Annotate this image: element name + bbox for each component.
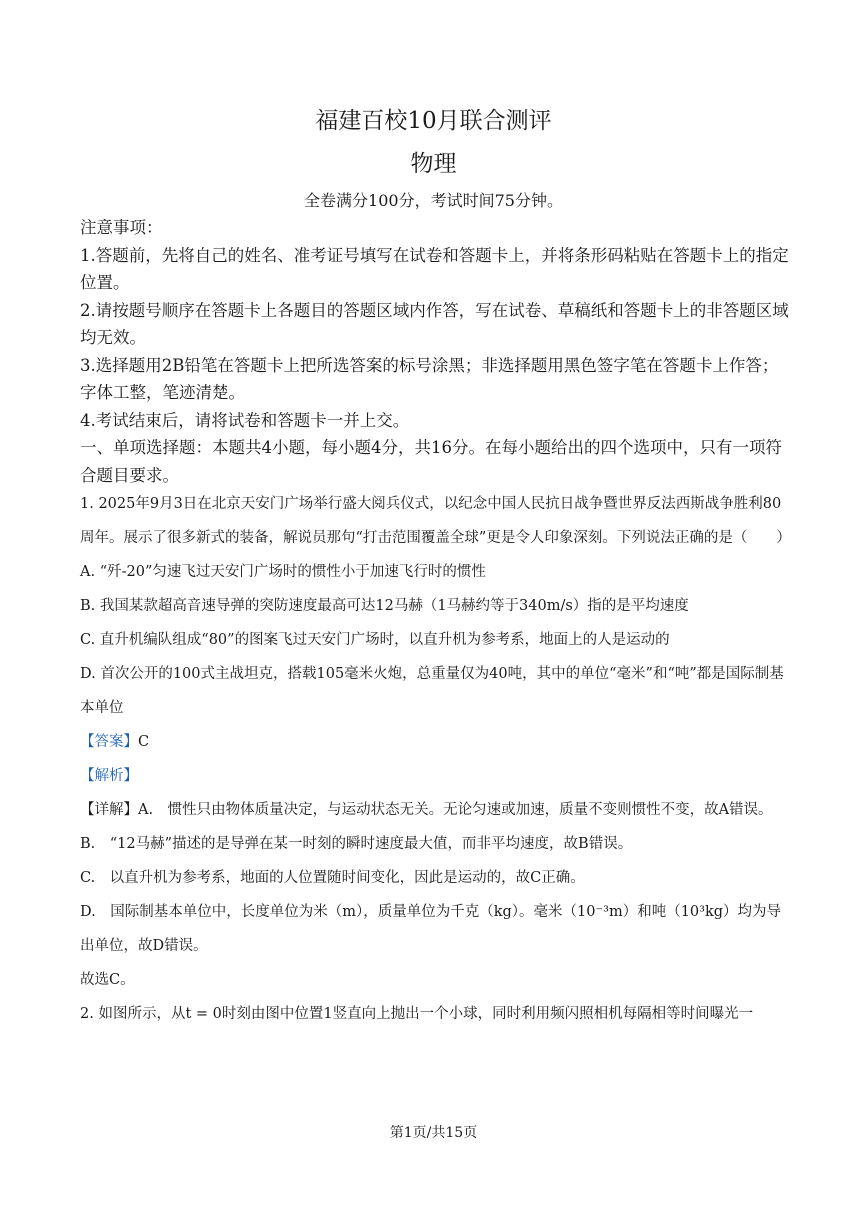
detail-d: D. 国际制基本单位中，长度单位为米（m），质量单位为千克（kg）。毫米（10⁻³m）和吨（10³kg）均为导出单位，故D错误。: [80, 904, 782, 954]
notice-item-1: 1.答题前，先将自己的姓名、准考证号填写在试卷和答题卡上，并将条形码粘贴在答题卡上的指定位置。: [80, 245, 789, 292]
exam-title: 福建百校10月联合测评: [315, 108, 552, 134]
notice-item-2: 2.请按题号顺序在答题卡上各题目的答题区域内作答，写在试卷、草稿纸和答题卡上的非答题区域均无效。: [80, 300, 789, 347]
option-a: A. “歼-20”匀速飞过天安门广场时的惯性小于加速飞行时的惯性: [80, 564, 486, 580]
detail-tag: 【详解】: [80, 802, 138, 818]
conclusion: 故选C。: [80, 972, 135, 988]
answer-value: C: [138, 734, 150, 750]
answer-tag: 【答案】: [80, 734, 138, 750]
notice-section: [80, 214, 792, 489]
question-stem: 1. 2025年9月3日在北京天安门广场举行盛大阅兵仪式，以纪念中国人民抗日战争暨世界反法西斯战争胜利80周年。展示了很多新式的装备，解说员那句“打击范围覆盖全球”更是令人印象深刻。下列说法正确的是（ ）: [80, 496, 791, 546]
detail-a: [80, 793, 792, 827]
analysis-line: [80, 759, 792, 793]
option-d: D. 首次公开的100式主战坦克，搭载105毫米火炮，总重量仅为40吨，其中的单位“毫米”和“吨”都是国际制基本单位: [80, 666, 784, 716]
page-footer: 第1页/共15页: [389, 1125, 478, 1141]
analysis-tag: 【解析】: [80, 768, 138, 784]
notice-item-4: 4.考试结束后，请将试卷和答题卡一并上交。: [80, 410, 410, 430]
notice-heading: 注意事项：: [80, 218, 163, 237]
question-2-stem: 2. 如图所示，从t = 0时刻由图中位置1竖直向上抛出一个小球，同时利用频闪照相机每隔相等时间曝光一: [80, 1006, 754, 1022]
detail-a-text: A. 惯性只由物体质量决定，与运动状态无关。无论匀速或加速，质量不变则惯性不变，故A错误。: [138, 802, 773, 818]
question-1: [80, 487, 792, 1031]
option-c: C. 直升机编队组成“80”的图案飞过天安门广场时，以直升机为参考系，地面上的人是运动的: [80, 632, 670, 648]
notice-item-3: 3.选择题用2B铅笔在答题卡上把所选答案的标号涂黑；非选择题用黑色签字笔在答题卡上作答；字体工整，笔迹清楚。: [80, 355, 779, 402]
section-heading: 一、单项选择题：本题共4小题，每小题4分，共16分。在每小题给出的四个选项中，只有一项符合题目要求。: [80, 438, 782, 485]
detail-b: B. “12马赫”描述的是导弹在某一时刻的瞬时速度最大值，而非平均速度，故B错误。: [80, 836, 633, 852]
answer-line: [80, 725, 792, 759]
exam-meta: 全卷满分100分，考试时间75分钟。: [304, 191, 563, 210]
detail-c: C. 以直升机为参考系，地面的人位置随时间变化，因此是运动的，故C正确。: [80, 870, 585, 886]
subject-title: 物理: [410, 151, 457, 177]
option-b: B. 我国某款超高音速导弹的突防速度最高可达12马赫（1马赫约等于340m/s）指的是平均速度: [80, 598, 689, 614]
